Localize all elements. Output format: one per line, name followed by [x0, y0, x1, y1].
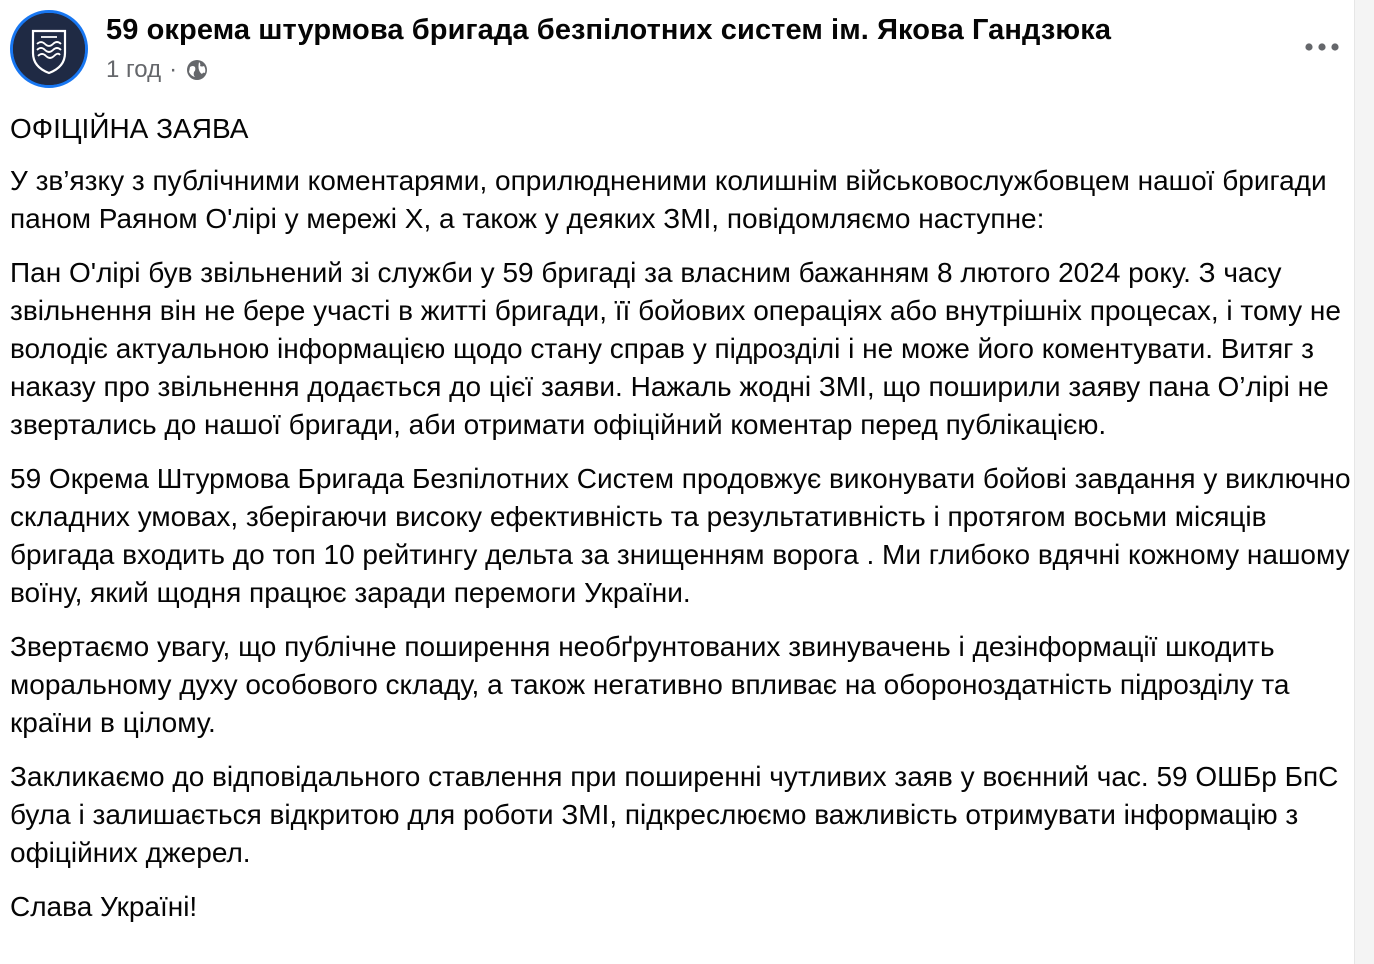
post-paragraph-title: ОФІЦІЙНА ЗАЯВА — [10, 113, 249, 144]
post-timestamp[interactable]: 1 год — [106, 56, 162, 83]
post-meta — [106, 56, 209, 84]
post-paragraph: У зв’язку з публічними коментарями, оприлюдненими колишнім військовослужбовцем нашої бригади паном Раяном О'лірі у мережі Х, а також у деяких ЗМІ, повідомляємо наступне: — [10, 165, 1327, 234]
meta-separator: · — [169, 56, 178, 83]
post-header — [10, 6, 1350, 90]
post-paragraph: Звертаємо увагу, що публічне поширення необґрунтованих звинувачень і дезінформації шкодить моральному духу особового складу, а також негативно впливає на обороноздатність підрозділу та країни в цілому. — [10, 631, 1290, 738]
page-scrollbar[interactable] — [1354, 0, 1374, 964]
post-options-button[interactable] — [1300, 30, 1344, 64]
post-paragraph: Слава Україні! — [10, 891, 198, 922]
globe-icon — [185, 58, 209, 82]
brigade-emblem-icon — [13, 13, 85, 85]
page-avatar[interactable] — [10, 10, 88, 88]
post-paragraph: 59 Окрема Штурмова Бригада Безпілотних Систем продовжує виконувати бойові завдання у виключно складних умовах, зберігаючи високу ефективність та результативність і протягом восьми місяців бригада входить до топ 10 рейтингу дельта за знищенням ворога . Ми глибоко вдячні кожному нашому воїну, який щодня працює заради перемоги України. — [10, 463, 1351, 608]
more-horizontal-icon — [1304, 42, 1340, 52]
post-paragraph: Закликаємо до відповідального ставлення при поширенні чутливих заяв у воєнний час. 59 ОШБр БпС була і залишається відкритою для роботи ЗМІ, підкреслюємо важливість отримувати інформацію з офіційних джерел. — [10, 761, 1339, 868]
post-body — [10, 110, 1354, 942]
page-name-link[interactable]: 59 окрема штурмова бригада безпілотних систем ім. Якова Гандзюка — [106, 14, 1112, 46]
post-paragraph: Пан О'лірі був звільнений зі служби у 59 бригаді за власним бажанням 8 лютого 2024 року. З часу звільнення він не бере участі в житті бригади, її бойових операціях або внутрішніх процесах, і тому не володіє актуальною інформацією щодо стану справ у підрозділі і не може його коментувати. Витяг з наказу про звільнення додається до цієї заяви. Нажаль жодні ЗМІ, що поширили заяву пана О’лірі не звертались до нашої бригади, аби отримати офіційний коментар перед публікацією. — [10, 257, 1341, 440]
